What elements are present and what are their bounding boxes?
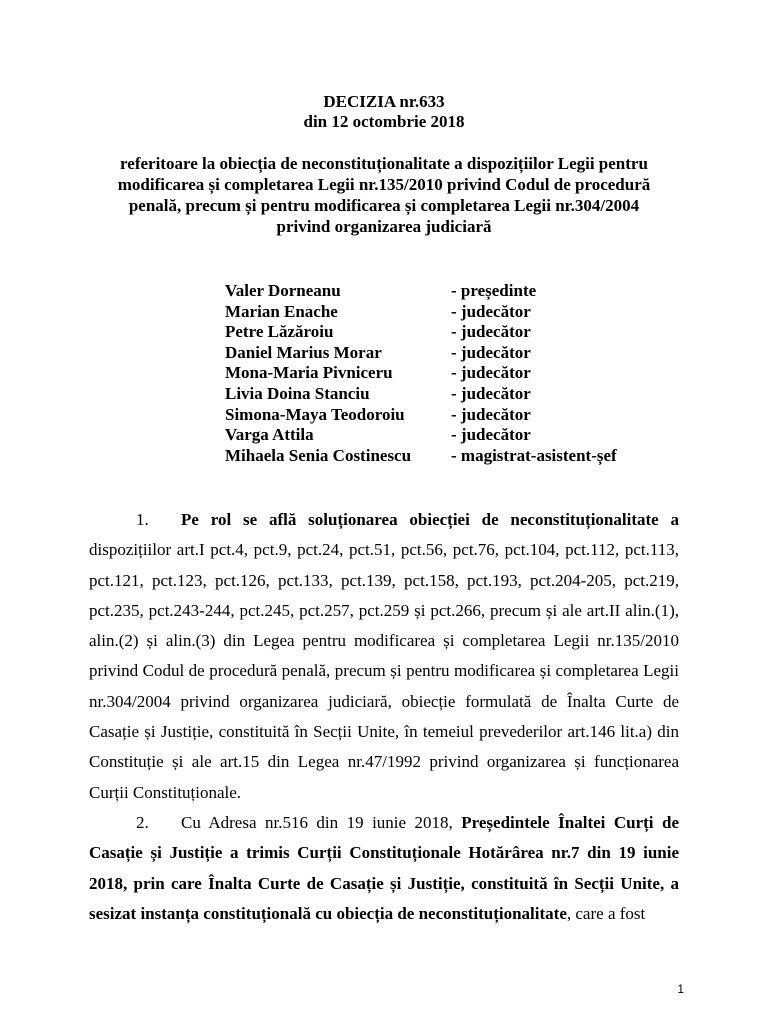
member-role: - judecător	[451, 342, 531, 362]
paragraph-text: dispozițiilor art.I pct.4, pct.9, pct.24, pct.51, pct.56, pct.76, pct.104, pct.112, pct.113, pct.121, pct.123, pct.126, pct.133, pct.139, pct.158, pct.193, pct.204-205, pct.219, pct.235, pct.243-244, pct.245, pct.257, pct.259 și pct.266, precum și ale art.II alin.(1), alin.(2) și alin.(3) din Legea pentru modificarea și completarea Legii nr.135/2010 privind Codul de procedură penală, precum și pentru modificarea și completarea Legii nr.304/2004 privind organizarea judiciară, obiecție formulată de Înalta Curte de Casație și Justiție, constituită în Secții Unite, în temeiul prevederilor art.146 lit.a) din Constituție și ale art.15 din Legea nr.47/1992 privind organizarea și funcționarea Curții Constituționale.	[89, 540, 679, 802]
paragraph-number: 2.	[136, 812, 149, 832]
paragraph-bold-text: Președintele Înaltei Curți de Casație și Justiție a trimis Curții Constituționale Hotărârea nr.7 din 19 iunie 2018, prin care Înalta Curte de Casație și Justiție, constituită în Secții Unite, a sesizat instanța constituțională cu obiecția de neconstituționalitate	[89, 812, 679, 923]
paragraph-2	[89, 808, 679, 929]
paragraph-1	[89, 505, 679, 808]
paragraph-intro: Cu Adresa nr.516 din 19 iunie 2018,	[181, 812, 453, 832]
member-role: - judecător	[451, 322, 531, 342]
member-name: Livia Doina Stanciu	[225, 383, 370, 403]
panel-member	[225, 343, 665, 364]
member-name: Valer Dorneanu	[225, 281, 341, 300]
member-role: - magistrat-asistent-șef	[451, 445, 617, 465]
decision-header	[0, 92, 768, 132]
decision-subject	[100, 153, 668, 237]
panel-member	[225, 425, 665, 446]
panel-member	[225, 281, 665, 302]
member-name: Petre Lăzăroiu	[225, 322, 334, 342]
panel-member	[225, 384, 665, 405]
member-name: Daniel Marius Morar	[225, 342, 382, 362]
panel-member	[225, 302, 665, 323]
member-name: Marian Enache	[225, 301, 338, 321]
decision-title: DECIZIA nr.633	[323, 92, 445, 111]
paragraph-lead: Pe rol se află soluționarea obiecției de neconstituționalitate a	[181, 510, 679, 529]
member-role: - președinte	[451, 281, 537, 300]
member-role: - judecător	[451, 404, 531, 424]
paragraph-tail: , care a fost	[566, 903, 646, 923]
subject-line: referitoare la obiecția de neconstituționalitate a dispozițiilor Legii pentru	[120, 154, 648, 173]
decision-date: din 12 octombrie 2018	[303, 112, 465, 131]
panel-member	[225, 322, 665, 343]
member-name: Simona-Maya Teodoroiu	[225, 404, 405, 424]
page-number: 1	[677, 982, 684, 996]
member-name: Mona-Maria Pivniceru	[225, 363, 393, 383]
court-panel-list	[225, 281, 665, 466]
member-role: - judecător	[451, 363, 531, 383]
member-name: Mihaela Senia Costinescu	[225, 445, 412, 465]
subject-line: modificarea și completarea Legii nr.135/2010 privind Codul de procedură	[117, 175, 651, 194]
panel-member	[225, 405, 665, 426]
decision-body	[89, 505, 679, 929]
member-role: - judecător	[451, 425, 531, 445]
panel-member	[225, 446, 665, 467]
panel-member	[225, 363, 665, 384]
subject-line: penală, precum și pentru modificarea și completarea Legii nr.304/2004	[128, 196, 640, 215]
paragraph-number: 1.	[136, 510, 149, 529]
member-name: Varga Attila	[225, 425, 314, 445]
member-role: - judecător	[451, 301, 531, 321]
subject-line: privind organizarea judiciară	[276, 217, 492, 236]
member-role: - judecător	[451, 383, 531, 403]
